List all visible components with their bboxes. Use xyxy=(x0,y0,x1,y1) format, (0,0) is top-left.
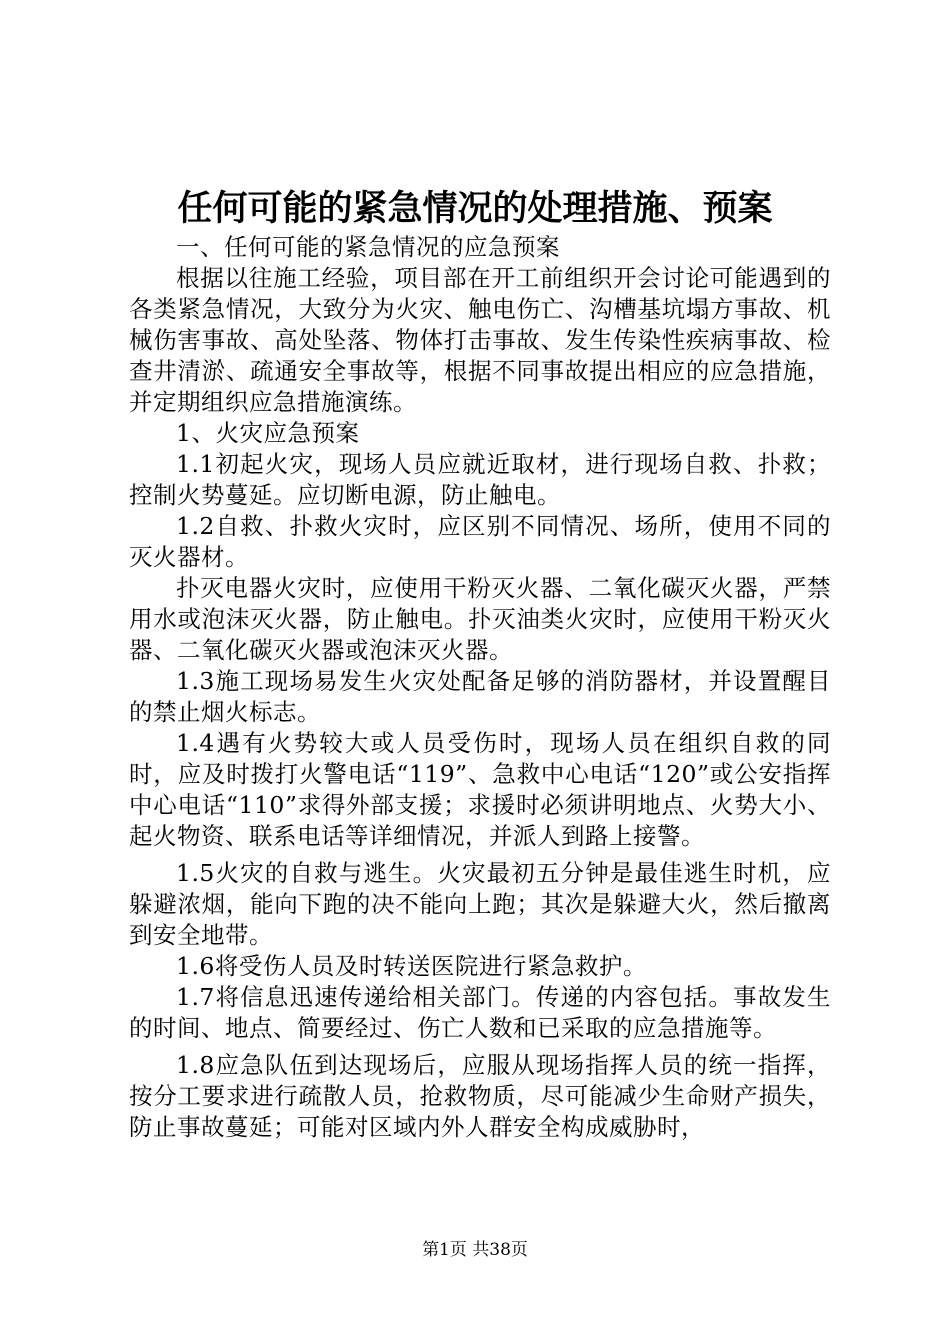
paragraph: 1.6将受伤人员及时转送医院进行紧急救护。 xyxy=(176,952,647,980)
paragraph: 1.1初起火灾，现场人员应就近取材，进行现场自救、扑救；控制火势蔓延。应切断电源，防止触电。 xyxy=(129,450,831,509)
section-heading: 一、任何可能的紧急情况的应急预案 xyxy=(176,233,560,261)
paragraph: 1.8应急队伍到达现场后，应服从现场指挥人员的统一指挥，按分工要求进行疏散人员，抢救物质，尽可能减少生命财产损失，防止事故蔓延；可能对区域内外人群安全构成威胁时， xyxy=(129,1051,831,1141)
paragraph: 1.2自救、扑救火灾时，应区别不同情况、场所，使用不同的灭火器材。 xyxy=(129,512,831,571)
document-body xyxy=(129,232,831,1143)
document-title: 任何可能的紧急情况的处理措施、预案 xyxy=(177,188,773,229)
page-footer: 第1页 共38页 xyxy=(422,1240,528,1260)
paragraph: 扑灭电器火灾时，应使用干粉灭火器、二氧化碳灭火器，严禁用水或泡沫灭火器，防止触电。扑灭油类火灾时，应使用干粉灭火器、二氧化碳灭火器或泡沫灭火器。 xyxy=(129,574,831,664)
paragraph: 1.7将信息迅速传递给相关部门。传递的内容包括。事故发生的时间、地点、简要经过、伤亡人数和已采取的应急措施等。 xyxy=(129,983,831,1042)
paragraph: 1.4遇有火势较大或人员受伤时，现场人员在组织自救的同时，应及时拨打火警电话“119”、急救中心电话“120”或公安指挥中心电话“110”求得外部支援；求援时必须讲明地点、火势大小、起火物资、联系电话等详细情况，并派人到路上接警。 xyxy=(129,729,831,850)
paragraph: 根据以往施工经验，项目部在开工前组织开会讨论可能遇到的各类紧急情况，大致分为火灾、触电伤亡、沟槽基坑塌方事故、机械伤害事故、高处坠落、物体打击事故、发生传染性疾病事故、检查井清淤、疏通安全事故等，根据不同事故提出相应的应急措施，并定期组织应急措施演练。 xyxy=(129,264,831,416)
paragraph: 1.3施工现场易发生火灾处配备足够的消防器材，并设置醒目的禁止烟火标志。 xyxy=(129,667,831,726)
paragraph: 1.5火灾的自救与逃生。火灾最初五分钟是最佳逃生时机，应躲避浓烟，能向下跑的决不能向上跑；其次是躲避大火，然后撤离到安全地带。 xyxy=(129,859,831,949)
subsection-heading: 1、火灾应急预案 xyxy=(176,419,360,447)
